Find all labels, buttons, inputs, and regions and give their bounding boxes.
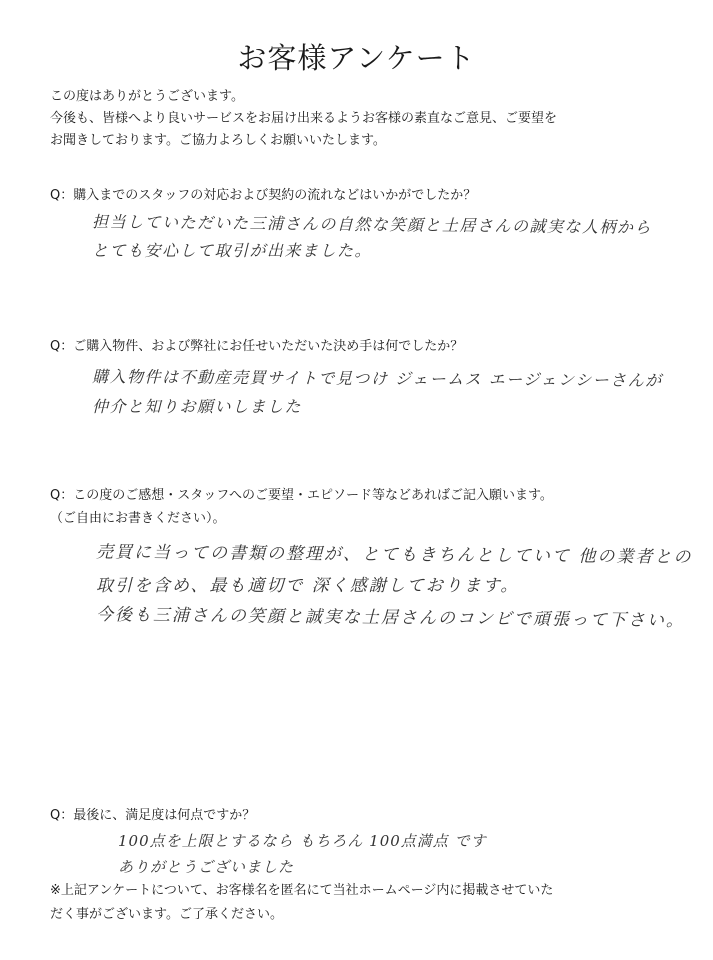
footer-note-line-1: ※上記アンケートについて、お客様名を匿名にて当社ホームページ内に掲載させていた [50,883,554,898]
intro-line-3: お聞きしております。ご協力よろしくお願いいたします。 [50,133,386,148]
answer-2-line-1: 購入物件は不動産売買サイトで見つけ ジェームス エージェンシーさんが [91,367,663,390]
footer-note-line-2: だく事がございます。ご了承ください。 [50,907,283,922]
answer-1-line-1: 担当していただいた三浦さんの自然な笑顔と土居さんの誠実な人柄から [91,212,653,237]
question-4: Q：最後に、満足度は何点ですか？ [50,808,256,823]
answer-3-line-1: 売買に当っての書類の整理が、とてもきちんとしていて 他の業者との [95,542,693,568]
answer-2-line-2: 仲介と知りお願いしました [92,397,303,416]
answer-4-line-1: 100点を上限とするなら もちろん 100点満点 です [118,832,487,850]
answer-1-line-2: とても安心して取引が出来ました。 [92,241,373,260]
question-1: Q：購入までのスタッフの対応および契約の流れなどはいかがでしたか？ [50,188,477,203]
intro-line-2: 今後も、皆様へより良いサービスをお届け出来るようお客様の素直なご意見、ご要望を [50,111,558,126]
question-3: Q：この度のご感想・スタッフへのご要望・エピソード等などあればご記入願います。 [50,488,553,503]
page-title: お客様アンケート [237,41,476,75]
intro-line-1: この度はありがとうございます。 [50,89,244,104]
question-2: Q：ご購入物件、および弊社にお任せいただいた決め手は何でしたか？ [50,339,464,354]
question-3-subtext: （ご自由にお書きください）。 [50,511,226,526]
answer-3-line-3: 今後も三浦さんの笑顔と誠実な土居さんのコンビで頑張って下さい。 [95,604,686,632]
answer-4-line-2: ありがとうございました [118,858,295,876]
answer-3-line-2: 取引を含め、最も適切で 深く感謝しております。 [96,576,520,596]
